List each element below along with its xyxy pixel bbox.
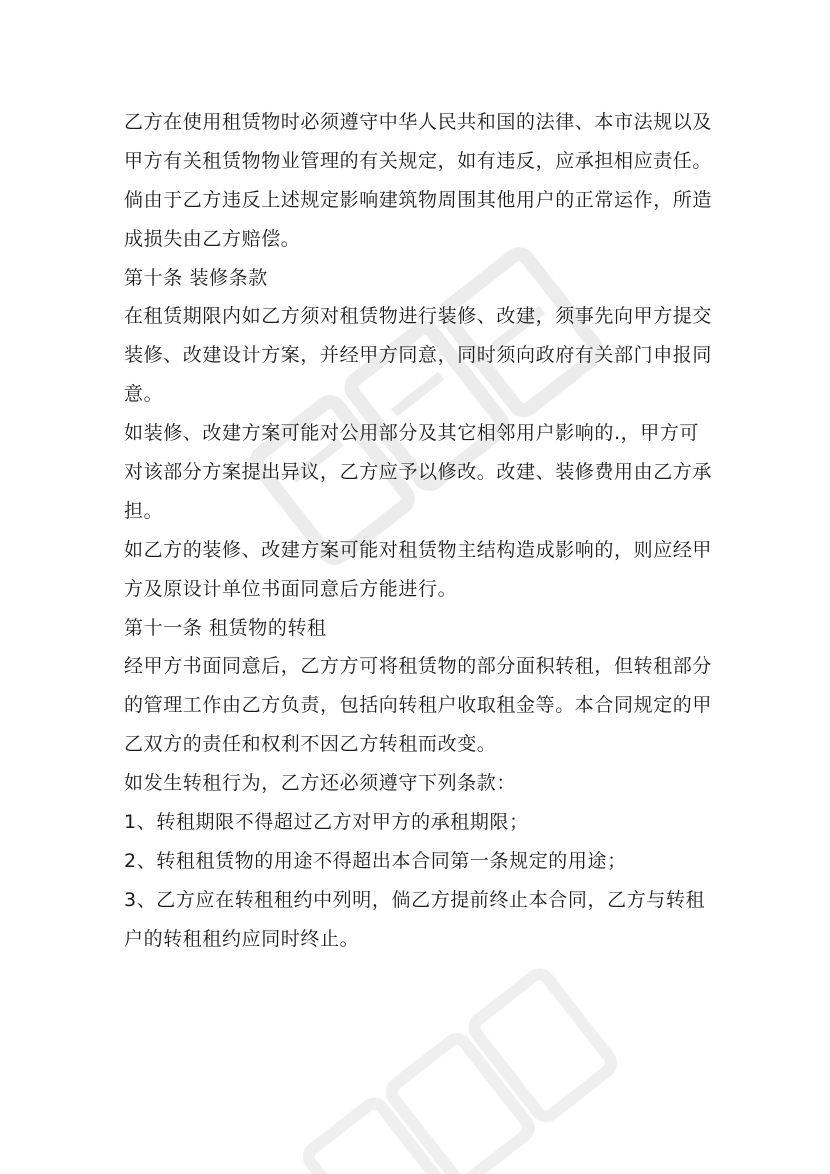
paragraph-line: 乙双方的责任和权利不因乙方转租而改变。 <box>124 733 497 756</box>
paragraph-line: 乙方在使用租赁物时必须遵守中华人民共和国的法律、本市法规以及 <box>124 111 713 133</box>
paragraph-line: 的管理工作由乙方负责，包括向转租户收取租金等。本合同规定的甲 <box>124 694 713 717</box>
list-item: 2、转租租赁物的用途不得超出本合同第一条规定的用途； <box>124 849 627 872</box>
section-heading-article-11: 第十一条 租赁物的转租 <box>124 616 327 639</box>
paragraph-line: 方及原设计单位书面同意后方能进行。 <box>124 577 458 600</box>
paragraph-line: 如发生转租行为，乙方还必须遵守下列条款： <box>124 772 517 795</box>
document-body <box>124 103 724 959</box>
paragraph-line: 意。 <box>124 383 164 406</box>
paragraph-line: 倘由于乙方违反上述规定影响建筑物周围其他用户的正常运作，所造 <box>124 188 713 211</box>
paragraph-line: 经甲方书面同意后，乙方方可将租赁物的部分面积转租，但转租部分 <box>124 655 713 678</box>
paragraph-line: 甲方有关租赁物物业管理的有关规定，如有违反，应承担相应责任。 <box>124 149 713 172</box>
section-heading-article-10: 第十条 装修条款 <box>124 266 268 289</box>
paragraph-line: 对该部分方案提出异议，乙方应予以修改。改建、装修费用由乙方承 <box>124 461 713 484</box>
watermark-logo-bottom <box>272 933 647 1174</box>
paragraph-line: 如装修、改建方案可能对公用部分及其它相邻用户影响的.，甲方可 <box>124 422 700 445</box>
list-item: 1、转租期限不得超过乙方对甲方的承租期限； <box>124 811 529 834</box>
paragraph-line: 户的转租租约应同时终止。 <box>124 927 360 950</box>
paragraph-line: 在租赁期限内如乙方须对租赁物进行装修、改建，须事先向甲方提交 <box>124 305 713 328</box>
paragraph-line: 装修、改建设计方案，并经甲方同意，同时须向政府有关部门申报同 <box>124 344 713 367</box>
list-item: 3、乙方应在转租租约中列明，倘乙方提前终止本合同，乙方与转租 <box>124 888 706 911</box>
paragraph-line: 成损失由乙方赔偿。 <box>124 227 301 250</box>
paragraph-line: 担。 <box>124 499 164 522</box>
paragraph-line: 如乙方的装修、改建方案可能对租赁物主结构造成影响的，则应经甲 <box>124 538 713 561</box>
